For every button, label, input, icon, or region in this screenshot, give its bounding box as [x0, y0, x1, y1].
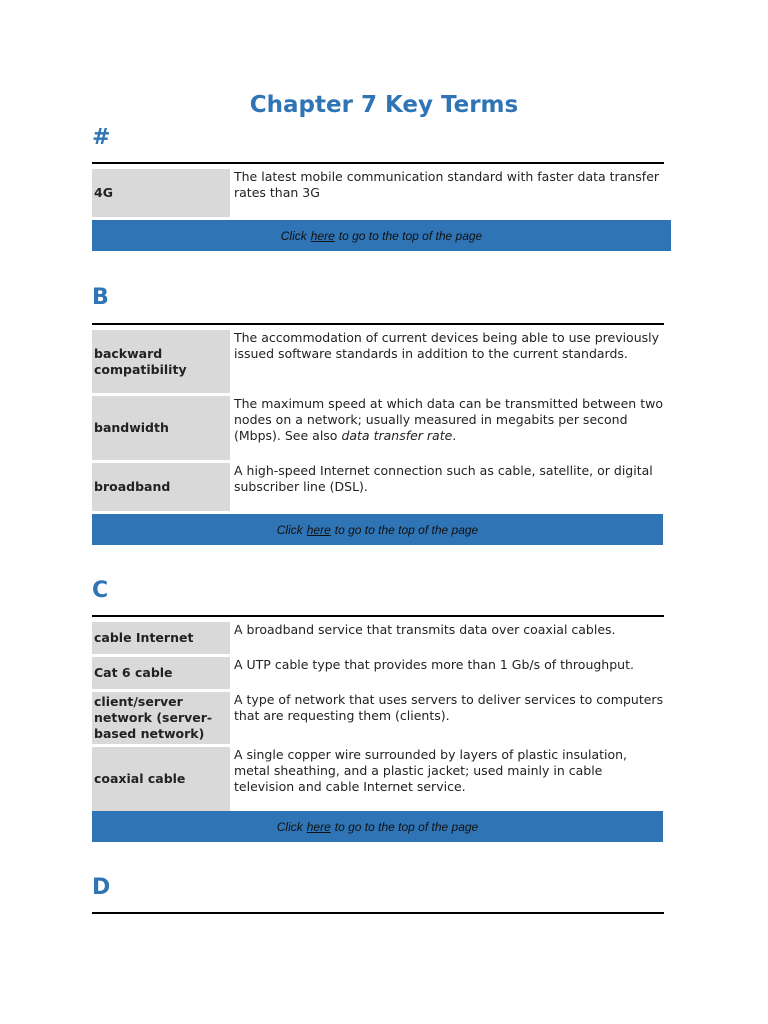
- term-cell: bandwidth: [92, 396, 230, 460]
- definition-cell: A UTP cable type that provides more than 1 Gb/s of throughput.: [234, 657, 634, 672]
- back-to-top-suffix: to go to the top of the page: [334, 819, 479, 834]
- section-divider: [92, 615, 664, 617]
- terms-table-hash: [92, 166, 670, 220]
- section-heading-c: C: [92, 578, 109, 603]
- page-title: Chapter 7 Key Terms: [249, 92, 519, 118]
- back-to-top-prefix: Click: [280, 228, 307, 243]
- definition-text: The maximum speed at which data can be transmitted between two nodes on a network; usually measured in megabits per second (Mbps). See also: [234, 396, 663, 443]
- back-to-top-suffix: to go to the top of the page: [334, 522, 479, 537]
- section-divider: [92, 162, 664, 164]
- table-row: [92, 396, 664, 460]
- back-to-top-link[interactable]: here: [306, 819, 331, 834]
- definition-cell: A broadband service that transmits data over coaxial cables.: [234, 622, 616, 637]
- back-to-top-bar: [92, 811, 663, 842]
- back-to-top-link[interactable]: here: [306, 522, 331, 537]
- terms-table-b: [92, 327, 664, 514]
- definition-reference: data transfer rate: [341, 428, 453, 443]
- back-to-top-suffix: to go to the top of the page: [338, 228, 483, 243]
- section-divider: [92, 912, 664, 914]
- term-cell: broadband: [92, 463, 230, 511]
- section-heading-hash: #: [92, 125, 111, 150]
- term-cell: cable Internet: [92, 622, 230, 654]
- table-row: [92, 330, 664, 393]
- back-to-top-bar: [92, 514, 663, 545]
- section-heading-b: B: [92, 285, 109, 310]
- definition-cell: A type of network that uses servers to deliver services to computers that are requesting them (clients).: [234, 692, 664, 723]
- table-row: [92, 747, 664, 811]
- table-row: [92, 463, 664, 511]
- definition-cell: [230, 396, 664, 460]
- term-cell: coaxial cable: [92, 747, 230, 811]
- definition-cell: A high-speed Internet connection such as cable, satellite, or digital subscriber line (DSL).: [234, 463, 653, 494]
- section-heading-d: D: [92, 875, 111, 900]
- terms-table-c: [92, 619, 664, 814]
- definition-cell: The accommodation of current devices being able to use previously issued software standards in addition to the current standards.: [234, 330, 660, 361]
- term-cell: client/server network (server-based network): [92, 692, 230, 744]
- back-to-top-prefix: Click: [276, 819, 303, 834]
- definition-cell: A single copper wire surrounded by layers of plastic insulation, metal sheathing, and a plastic jacket; used mainly in cable television and cable Internet service.: [234, 747, 628, 794]
- back-to-top-prefix: Click: [276, 522, 303, 537]
- section-divider: [92, 323, 664, 325]
- table-row: [92, 692, 664, 744]
- table-row: [92, 169, 670, 217]
- table-row: [92, 622, 664, 654]
- term-cell: 4G: [92, 169, 230, 217]
- back-to-top-bar: [92, 220, 671, 251]
- term-cell: backward compatibility: [92, 330, 230, 393]
- back-to-top-link[interactable]: here: [310, 228, 335, 243]
- term-cell: Cat 6 cable: [92, 657, 230, 689]
- table-row: [92, 657, 664, 689]
- definition-cell: The latest mobile communication standard with faster data transfer rates than 3G: [234, 169, 660, 200]
- definition-end: .: [452, 428, 457, 443]
